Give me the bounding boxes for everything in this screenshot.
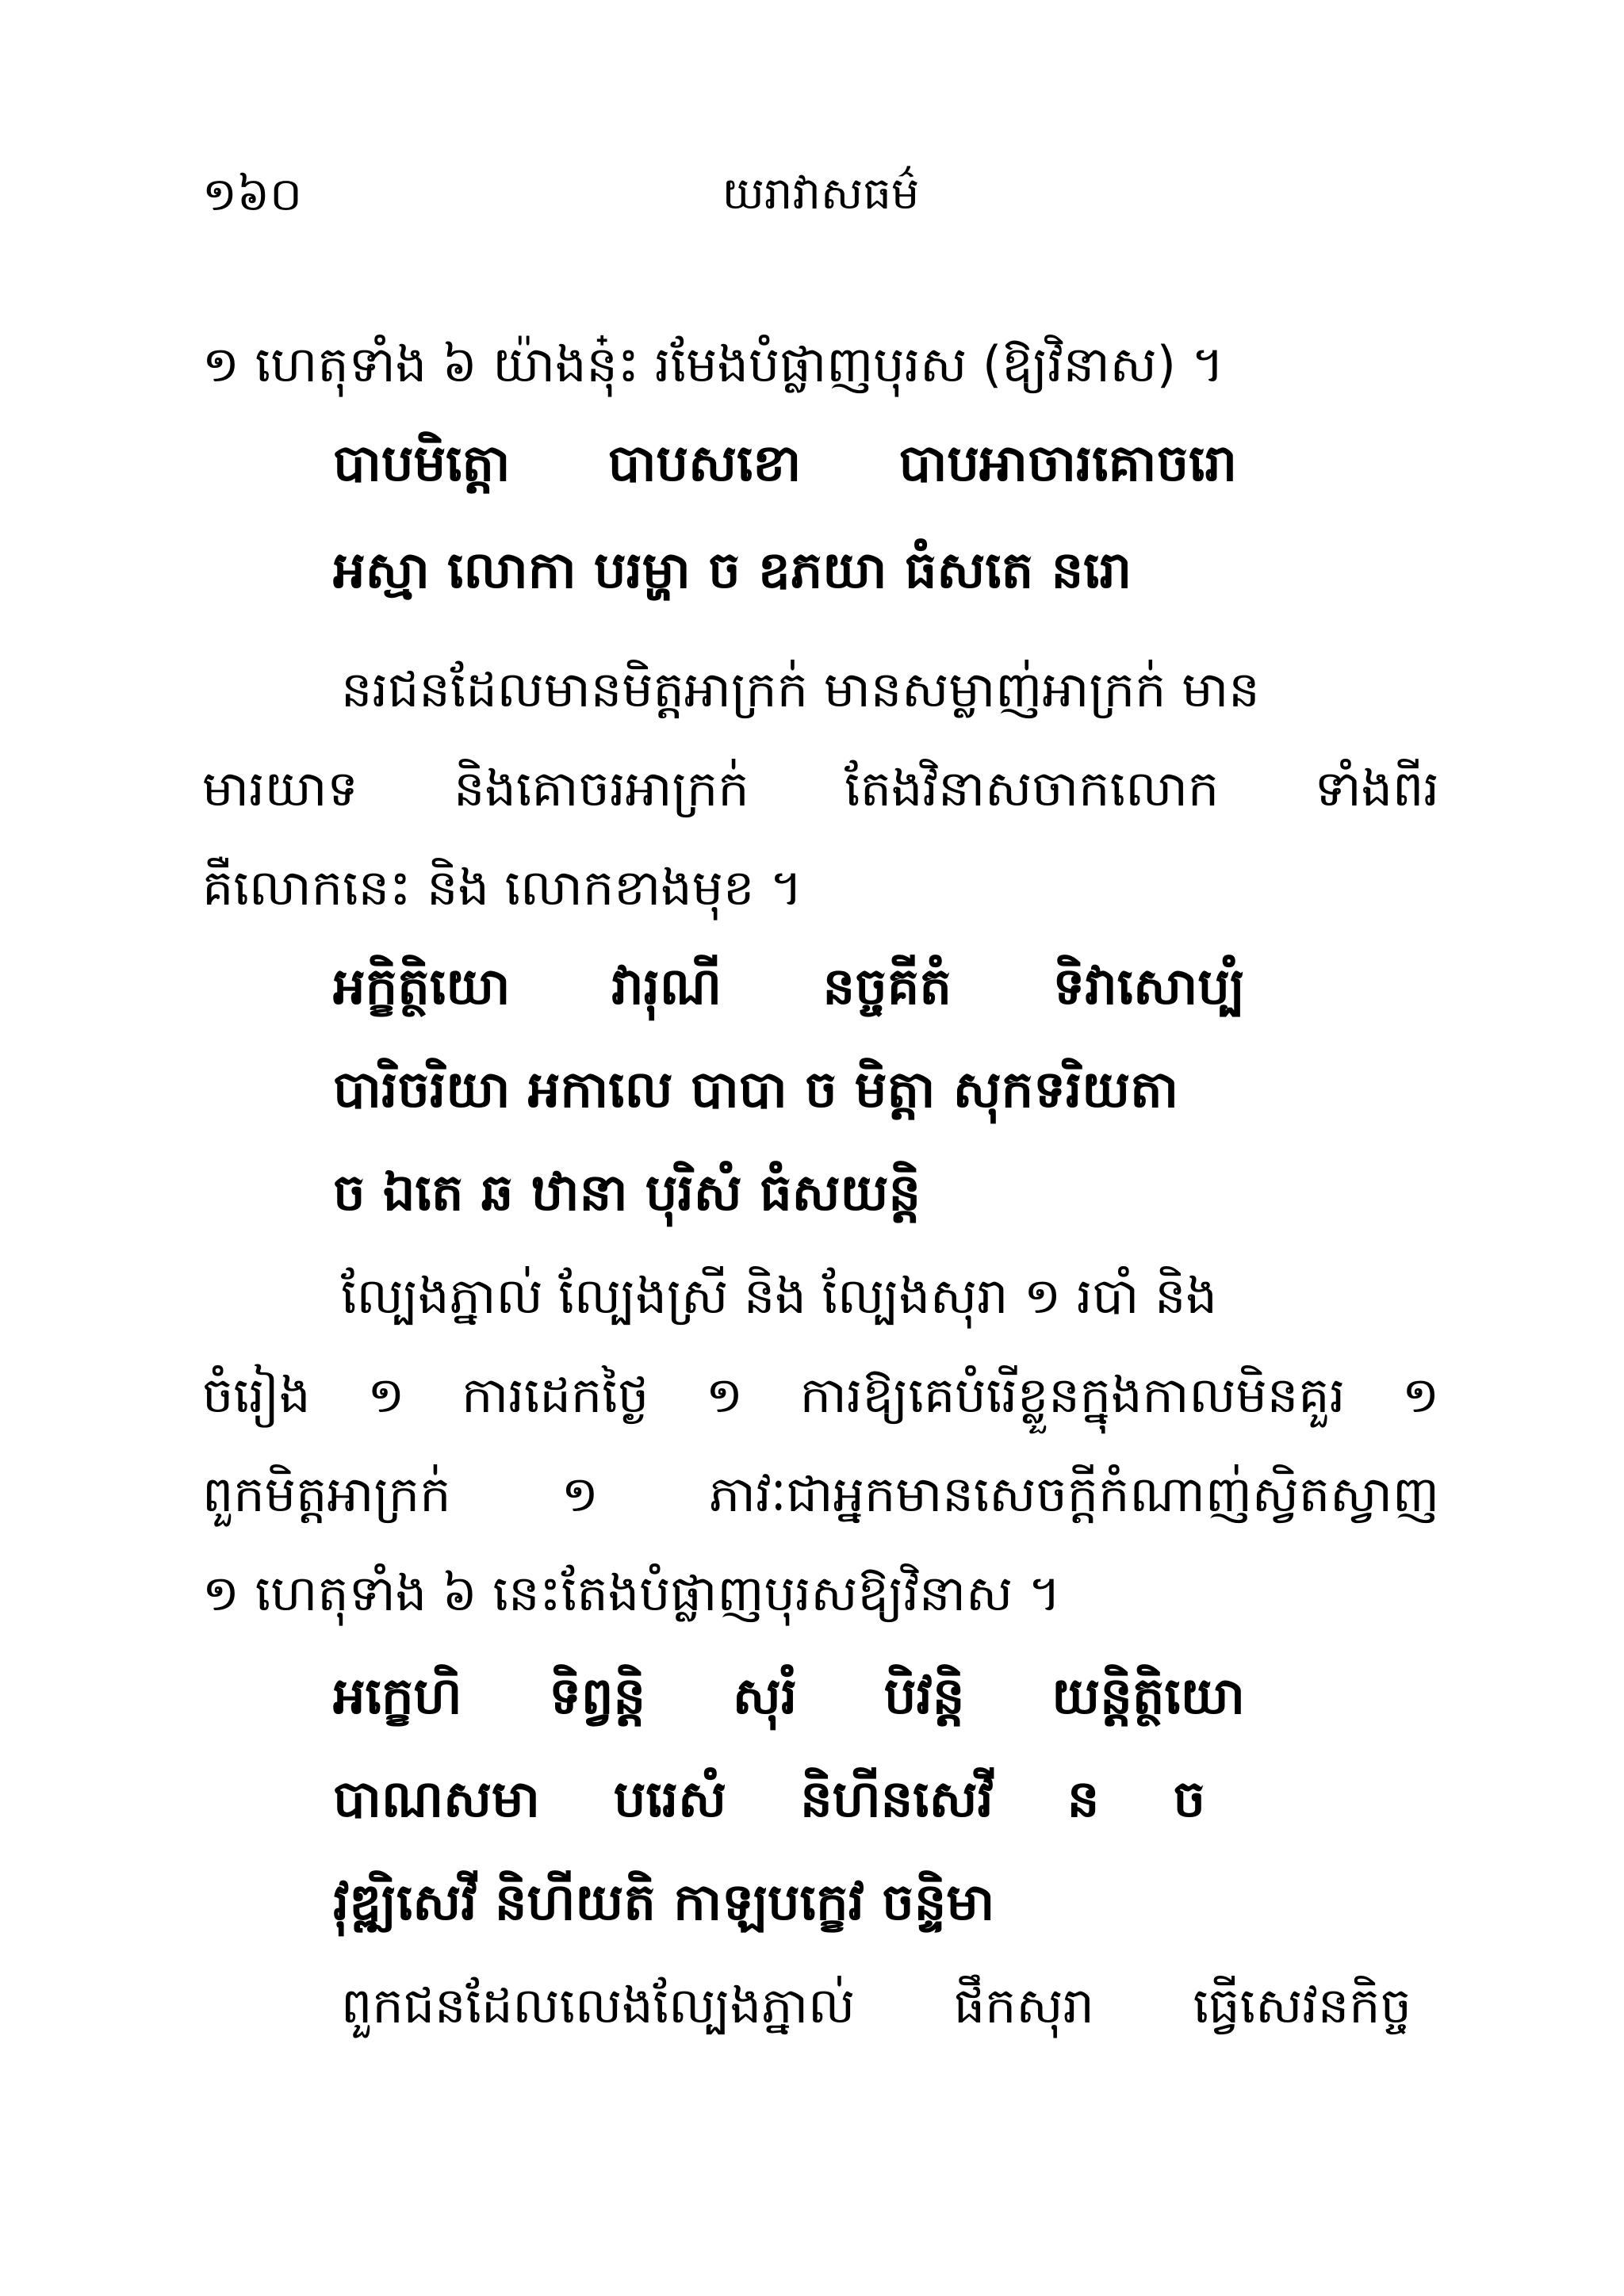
prose-line: ១ ហេតុទាំង ៦ នេះតែងបំផ្លាញបុរសឱ្យវិនាស ។ xyxy=(202,1564,1061,1622)
pali-verse-line: ច ឯតេ ឆ ឋានា បុរិសំ ធំសយន្តិ xyxy=(333,1163,921,1223)
verse-word: វារុណី xyxy=(611,957,722,1016)
verse-word: នច្ចគីតំ xyxy=(822,957,952,1016)
verse-word: ន xyxy=(1067,1770,1100,1829)
pali-verse-line xyxy=(333,1756,1205,1843)
verse-word: បាបអាចារគោចរោ xyxy=(898,434,1237,493)
prose-line: ១ ហេតុទាំង ៦ យ៉ាងនុ៎ះ រមែងបំផ្លាញបុរស (ឱ្យវិនាស) ។ xyxy=(202,335,1224,393)
running-title: យរាវាសធម៌ xyxy=(722,168,920,220)
prose-line: ពួកមិត្តអាក្រក់ ១ ភាវៈជាអ្នកមានសេចក្តីកំណាញ់ស្វិតស្វាញ xyxy=(202,1465,1439,1523)
verse-word: បរេសំ xyxy=(613,1770,727,1829)
verse-word: យន្តិត្ថិយោ xyxy=(1051,1667,1245,1726)
pali-verse-line xyxy=(333,1653,1245,1740)
verse-word: បាបមិត្តោ xyxy=(333,434,511,493)
prose-line: ល្បែងភ្នាល់ ល្បែងស្រី និង ល្បែងសុរា ១ របាំ និង xyxy=(341,1267,1217,1325)
verse-word: ទិព្វន្តិ xyxy=(549,1667,646,1726)
prose-line: នរជនដែលមានមិត្តអាក្រក់ មានសម្លាញ់អាក្រក់ មាន xyxy=(341,660,1260,718)
verse-word: និហីនសេវី xyxy=(800,1770,994,1829)
verse-word: អក្ខេហិ xyxy=(333,1667,462,1726)
verse-word: សុរំ xyxy=(732,1667,798,1726)
pali-verse-line: វុឌ្ឍិសេវី និហីយតិ កាឡបក្ខេវ ចន្ទិមា xyxy=(333,1873,995,1932)
verse-word: បាណសមា xyxy=(333,1770,540,1829)
prose-line: មារយាទ និងគោចរអាក្រក់ តែងវិនាសចាកលោក ទាំងពីរ xyxy=(202,760,1439,817)
prose-line: គឺលោកនេះ និង លោកខាងមុខ ។ xyxy=(202,859,802,916)
pali-verse-line: អស្មា លោកា បរម្ហា ច ឧភយា ធំសតេ នរោ xyxy=(333,541,1132,600)
page-header xyxy=(202,159,1439,230)
verse-word: បិវន្តិ xyxy=(883,1667,965,1726)
prose-line: ពួកជនដែលលេងល្បែងភ្នាល់ ផឹកសុរា ធ្វើសេវនកិច្ច xyxy=(341,1976,1411,2034)
verse-word: អក្ខិត្ថិយោ xyxy=(333,957,511,1016)
pali-verse-line: បារិចរិយា អកាលេ បាបា ច មិត្តា សុកទរិយតា xyxy=(333,1060,1179,1119)
verse-word: ច xyxy=(1173,1770,1205,1829)
verse-word: បាបសខោ xyxy=(607,434,802,493)
verse-word: ទិវាសោប្បំ xyxy=(1052,957,1245,1016)
pali-verse-line xyxy=(333,943,1245,1031)
pali-verse-line xyxy=(333,420,1237,507)
prose-line: ចំរៀង ១ ការដេកថ្ងៃ ១ ការឱ្យគេបំរើខ្លួនក្នុងកាលមិនគួរ ១ xyxy=(202,1366,1439,1424)
page-number: ១៦០ xyxy=(202,167,303,221)
